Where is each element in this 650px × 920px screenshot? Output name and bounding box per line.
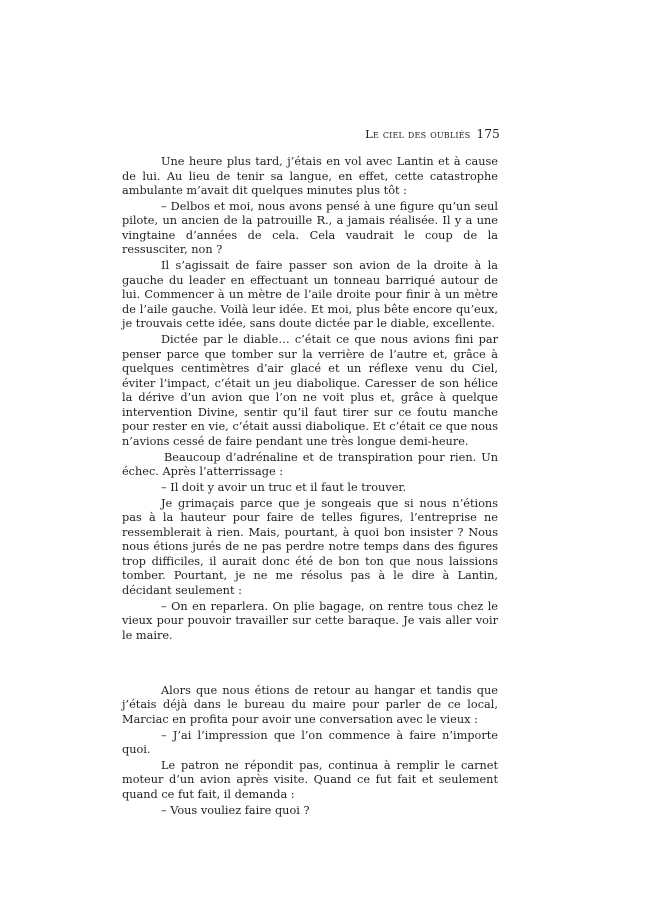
dialogue-line: – Delbos et moi, nous avons pensé à une figure qu’un seul pilote, un ancien de la patrouille R., a jamais réalisée. Il y a une vingtaine d’années de cela. Cela vaudrait le coup de la ressusciter, non ? xyxy=(122,199,498,257)
running-header xyxy=(365,127,500,141)
page-number: 175 xyxy=(476,127,500,141)
paragraph: Je grimaçais parce que je songeais que si nous n’étions pas à la hauteur pour faire de telles figures, l’entreprise ne ressemblerait à rien. Mais, pourtant, à quoi bon insister ? Nous nous étions jurés de ne pas perdre notre temps dans des figures trop difficiles, il aurait donc été de bon ton que nous laissions tomber. Pourtant, je ne me résolus pas à le dire à Lantin, décidant seulement : xyxy=(122,496,498,597)
dialogue-line: – Vous vouliez faire quoi ? xyxy=(161,803,310,817)
paragraph: Le patron ne répondit pas, continua à remplir le carnet moteur d’un avion après visite. Quand ce fut fait et seulement quand ce fut fait, il demanda : xyxy=(122,758,498,801)
paragraph: Dictée par le diable… c’était ce que nous avions fini par penser parce que tomber sur la verrière de l’autre et, grâce à quelques centimètres d’air glacé et un réflexe venu du Ciel, éviter l’impact, c’était un jeu diabolique. Caresser de son hélice la dérive d’un avion que l’on ne voit plus et, grâce à quelque intervention Divine, sentir qu’il faut tirer sur ce foutu manche pour rester en vie, c’était aussi diabolique. Et c’était ce que nous n’avions cessé de faire pendant une très longue demi-heure. xyxy=(122,333,498,448)
section-break xyxy=(122,645,498,684)
body-text xyxy=(122,155,498,820)
paragraph: Alors que nous étions de retour au hangar et tandis que j’étais déjà dans le bureau du maire pour parler de ce local, Marciac en profita pour avoir une conversation avec le vieux : xyxy=(122,683,498,726)
book-title: Le ciel des oubliés xyxy=(365,127,471,141)
dialogue-line: – J’ai l’impression que l’on commence à faire n’importe quoi. xyxy=(122,728,498,757)
dialogue-line: – On en reparlera. On plie bagage, on rentre tous chez le vieux pour pouvoir travailler sur cette baraque. Je vais aller voir le maire. xyxy=(122,599,498,642)
paragraph: Il s’agissait de faire passer son avion de la droite à la gauche du leader en effectuant un tonneau barriqué autour de lui. Commencer à un mètre de l’aile droite pour finir à un mètre de l’aile gauche. Voilà leur idée. Et moi, plus bête encore qu’eux, je trouvais cette idée, sans doute dictée par le diable, excellente. xyxy=(122,259,498,331)
dialogue-line: – Il doit y avoir un truc et il faut le trouver. xyxy=(161,480,407,494)
paragraph: Beaucoup d’adrénaline et de transpiration pour rien. Un échec. Après l’atterrissage : xyxy=(122,450,498,479)
paragraph: Une heure plus tard, j’étais en vol avec Lantin et à cause de lui. Au lieu de tenir sa langue, en effet, cette catastrophe ambulante m’avait dit quelques minutes plus tôt : xyxy=(122,155,498,197)
